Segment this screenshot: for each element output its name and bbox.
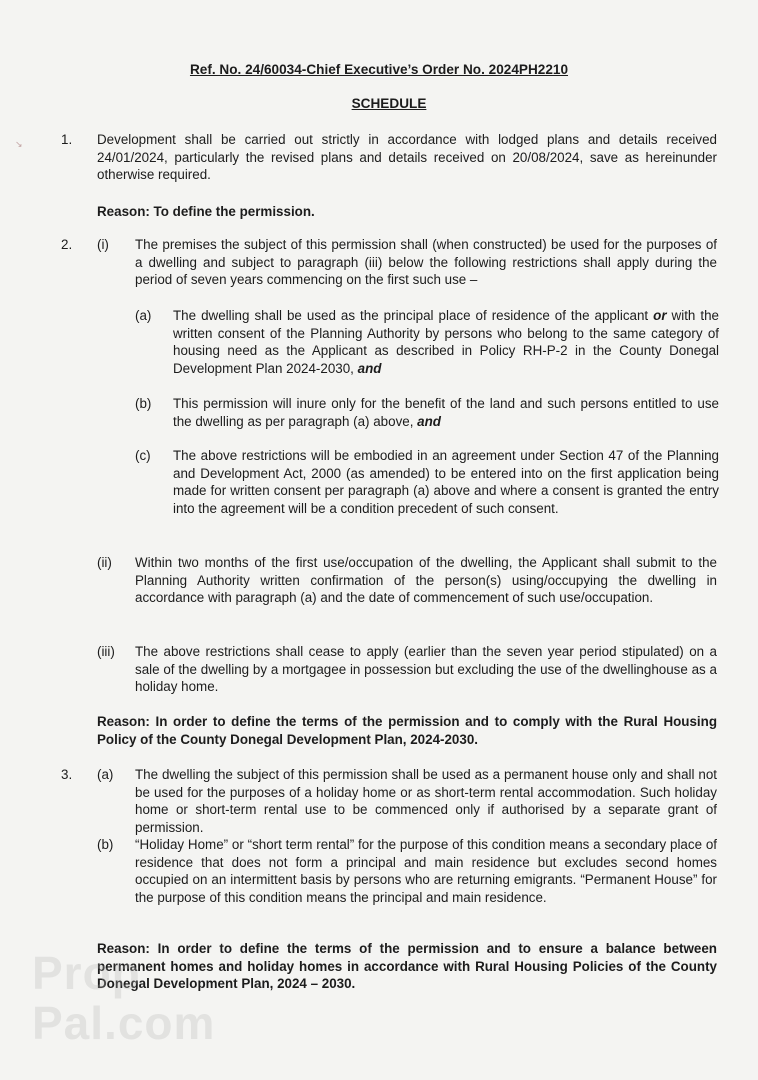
condition-2-a-and: and [357, 360, 382, 376]
reference-heading: Ref. No. 24/60034-Chief Executive’s Order No. 2024PH2210 [189, 62, 569, 77]
schedule-heading: SCHEDULE [351, 96, 427, 111]
condition-1-text: Development shall be carried out strictly in accordance with lodged plans and details received 24/01/2024, particularly the revised plans and details received on 20/08/2024, save as hereinunder otherwise required. [97, 132, 717, 182]
condition-2-c-text: The above restrictions will be embodied in an agreement under Section 47 of the Planning and Development Act, 2000 (as amended) to be entered into on the first application being made for written consent per paragraph (a) above and where a consent is granted the entry into the agreement will be a condition precedent of such consent. [173, 448, 719, 516]
condition-2-a-label: (a) [135, 308, 152, 323]
watermark-line-1: Prop [32, 947, 141, 999]
condition-2-i-text: The premises the subject of this permission shall (when constructed) be used for the purposes of a dwelling and subject to paragraph (iii) below the following restrictions shall apply during the period of seven years commencing on the first such use – [135, 237, 717, 287]
condition-3-b-label: (b) [97, 837, 114, 852]
condition-2-a-or: or [653, 308, 667, 323]
condition-2-reason: Reason: In order to define the terms of the permission and to comply with the Rural Housing Policy of the County Donegal Development Plan, 2024-2030. [97, 714, 717, 747]
condition-2-i-label: (i) [97, 237, 109, 252]
condition-3-a-text: The dwelling the subject of this permission shall be used as a permanent house only and shall not be used for the purposes of a holiday home or as short-term rental accommodation. Such holiday home or short-term rental use to be commenced only if authorised by a separate grant of permission. [135, 767, 717, 835]
condition-2-a-text-part1: The dwelling shall be used as the principal place of residence of the applicant [173, 308, 649, 323]
condition-1-number: 1. [61, 132, 73, 147]
condition-2-b-and: and [417, 413, 441, 429]
condition-1-reason: Reason: To define the permission. [97, 204, 315, 219]
condition-2-iii-text: The above restrictions shall cease to apply (earlier than the seven year period stipulated) on a sale of the dwelling by a mortgagee in possession but excluding the use of the dwellinghouse as a holiday home. [135, 644, 717, 694]
condition-2-a-text [173, 307, 719, 377]
condition-2-number: 2. [61, 237, 73, 252]
condition-2-ii-text: Within two months of the first use/occupation of the dwelling, the Applicant shall submit to the Planning Authority written confirmation of the person(s) using/occupying the dwelling in accordance with paragraph (a) and the date of commencement of such use/occupation. [135, 555, 717, 605]
scan-mark-icon: ↘ [15, 139, 23, 149]
condition-2-iii-label: (iii) [97, 644, 115, 659]
condition-2-ii-label: (ii) [97, 555, 112, 570]
condition-2-b-text [173, 395, 719, 430]
watermark-line-2: Pal.com [32, 997, 216, 1049]
condition-2-b-label: (b) [135, 396, 152, 411]
condition-2-b-text-part: This permission will inure only for the benefit of the land and such persons entitled to use the dwelling as per paragraph (a) above, [173, 396, 719, 429]
condition-3-b-text: “Holiday Home” or “short term rental” for the purpose of this condition means a secondary place of residence that does not form a principal and main residence but excludes second homes occupied on an intermittent basis by persons who are returning emigrants. “Permanent House” for the purpose of this condition means the principal and main residence. [135, 837, 717, 905]
condition-3-reason: Reason: In order to define the terms of the permission and to ensure a balance between permanent homes and holiday homes in accordance with Rural Housing Policies of the County Donegal Development Plan, 2024 – 2030. [97, 941, 717, 991]
watermark-logo [32, 948, 232, 1048]
condition-2-a-text-part2: with the written consent of the Planning Authority by persons who belong to the same category of housing need as the Applicant as described in Policy RH-P-2 in the County Donegal Development Plan 2024-2030, [173, 308, 719, 376]
condition-2-c-label: (c) [135, 448, 151, 463]
condition-3-number: 3. [61, 767, 73, 782]
condition-3-a-label: (a) [97, 767, 114, 782]
